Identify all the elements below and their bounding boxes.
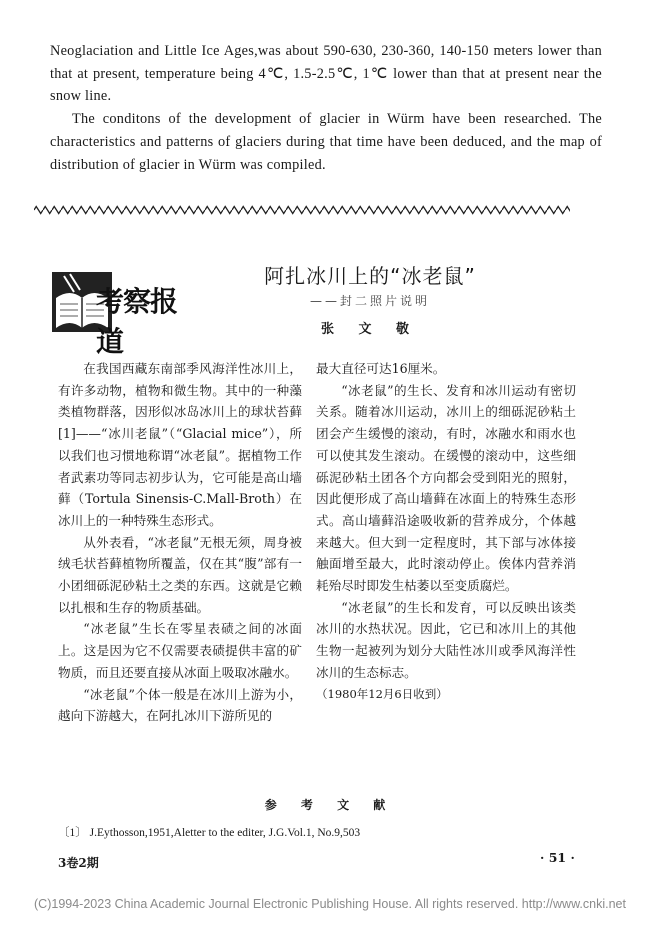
decorative-divider [34, 205, 570, 215]
english-paragraph-2: The conditons of the development of glacier in Würm have been researched. The characteristics and patterns of glaciers during that time have been deduced, and the map of distribution of glacier in Würm was compiled. [50, 111, 602, 173]
paragraph: 从外表看，“冰老鼠”无根无须，周身被绒毛状苔藓植物所覆盖，仅在其“腹”部有一小团细砾泥砂粘土之类的东西。这就是它赖以扎根和生存的物质基础。 [58, 534, 302, 615]
received-date: （1980年12月6日收到） [316, 686, 448, 701]
paragraph: “冰老鼠”生长在零星表碛之间的冰面上。这是因为它不仅需要表碛提供丰富的矿物质，而且还要直接从冰面上吸取冰融水。 [58, 621, 302, 680]
paragraph: “冰老鼠”的生长和发育，可以反映出该类冰川的水热状况。因此，它已和冰川上的其他生物一起被列为划分大陆性冰川或季风海洋性冰川的生态标志。 [316, 599, 576, 680]
section-logo [50, 268, 200, 358]
article-author: 张 文 敬 [320, 322, 420, 337]
page-number: · 51 · [540, 850, 575, 865]
left-column [58, 358, 302, 727]
article-title: 阿扎冰川上的“冰老鼠” [264, 264, 476, 288]
paragraph: “冰老鼠”的生长、发育和冰川运动有密切关系。随着冰川运动，冰川上的细砾泥砂粘土团会产生缓慢的滚动，有时，冰融水和雨水也可以使其发生滚动。在缓慢的滚动中，这些细砾泥砂粘土团各个方向都会受到阳光的照射，因此便形成了高山墙藓在冰面上的特殊生态形式。高山墙藓沿途吸收新的营养成分，个体越来越大。但大到一定程度时，其下部与冰体接触面增至最大，此时滚动停止。俟体内营养消耗殆尽时即发生枯萎以至变质腐烂。 [316, 382, 576, 594]
english-paragraph-1: Neoglaciation and Little Ice Ages,was about 590-630, 230-360, 140-150 meters lower than that at present, temperature being 4℃, 1.5-2.5℃, 1℃ lower than that at present near the snow line. [50, 43, 602, 105]
section-logo-text: 考察报道 [96, 285, 178, 358]
reference-item: 〔1〕 J.Eythosson,1951,Aletter to the editer, J.G.Vol.1, No.9,503 [58, 827, 361, 839]
paragraph: 在我国西藏东南部季风海洋性冰川上，有许多动物，植物和微生物。其中的一种藻类植物群落，因形似冰岛冰川上的球状苔藓[1]——“冰川老鼠”（“Glacial mice”），所以我们也习惯地称谓“冰老鼠”。据植物工作者武素功等同志初步认为，它可能是高山墙藓（Tortula Sinensis-C.Mall-Broth）在冰川上的一种特殊生态形式。 [58, 361, 302, 528]
paragraph: “冰老鼠”个体一般是在冰川上游为小，越向下游越大，在阿扎冰川下游所见的 [58, 686, 302, 724]
paragraph: 最大直径可达16厘米。 [316, 361, 446, 376]
references-heading: 参 考 文 献 [264, 798, 396, 812]
volume-label: 3卷2期 [58, 856, 99, 870]
article-subtitle: ——封二照片说明 [309, 294, 430, 308]
english-abstract-tail [50, 40, 602, 176]
copyright-footer: (C)1994-2023 China Academic Journal Electronic Publishing House. All rights reserved. http://www.cnki.net [34, 897, 626, 911]
right-column [316, 358, 576, 705]
